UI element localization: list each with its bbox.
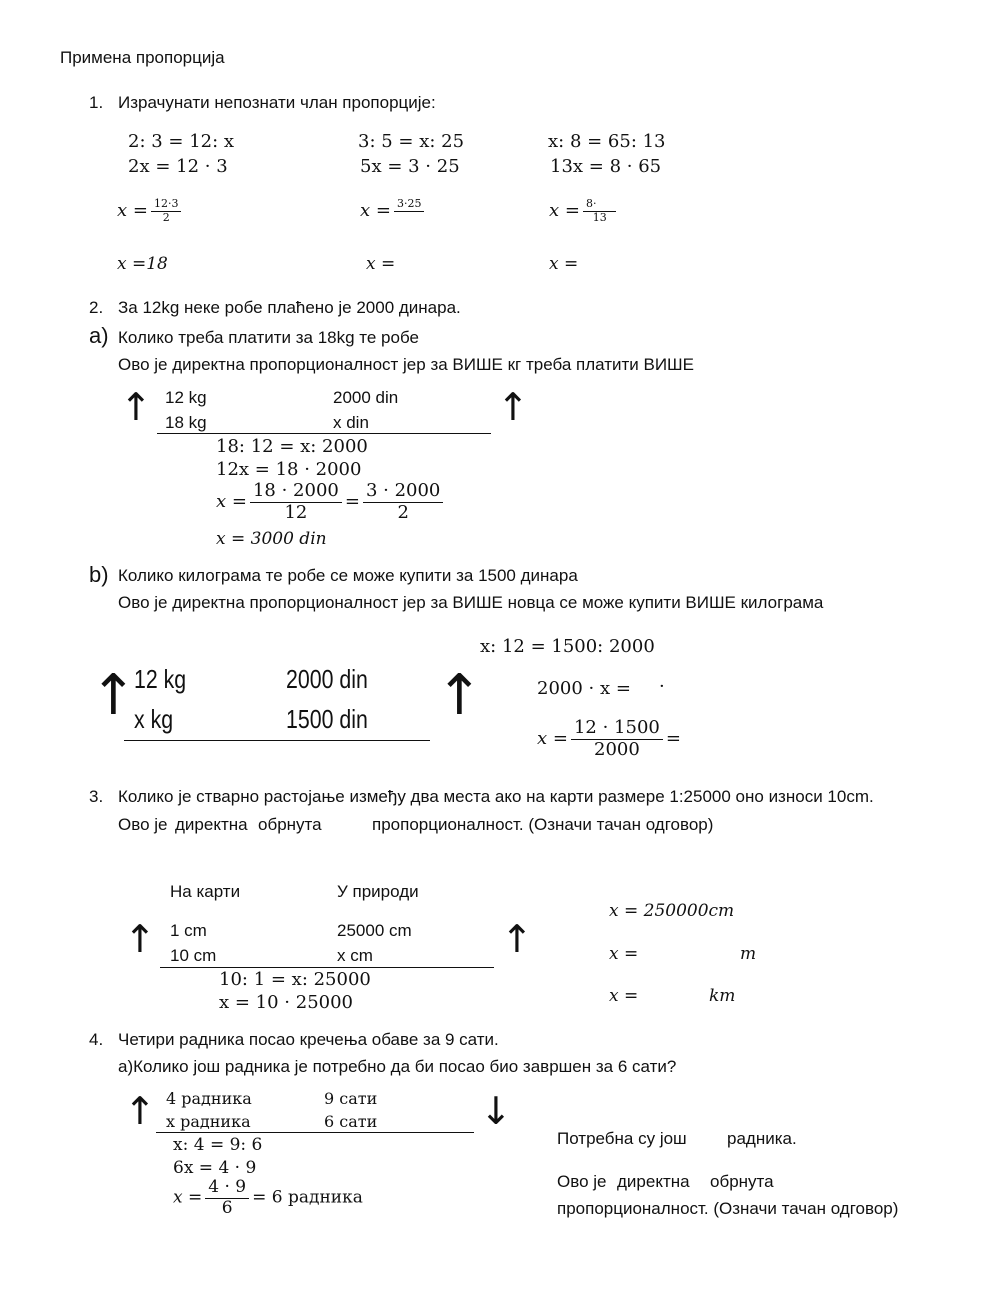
- page-title: Примена пропорција: [60, 48, 225, 67]
- task1-col1-line1: 2: 3 = 12: x: [128, 131, 235, 152]
- task4-option-direct[interactable]: директна: [617, 1172, 690, 1191]
- up-arrow-icon: ↑: [436, 663, 483, 728]
- task1-number: 1.: [89, 93, 104, 112]
- task3-row1-col2: 25000 cm: [337, 921, 412, 940]
- task4-eq2: 6x = 4 · 9: [173, 1158, 257, 1178]
- task1-col1-fraction: x = $\frac{12\cdot 3}{2}$: [117, 198, 184, 224]
- task3-suffix: пропорционалност. (Означи тачан одговор): [372, 815, 714, 834]
- task3-header-map: На карти: [170, 882, 241, 901]
- task2b-marker: b): [89, 562, 109, 587]
- task4-row2-col1: x радника: [166, 1112, 251, 1131]
- task2a-eq4: x = 3000 din: [216, 529, 327, 549]
- task2a-eq2: 12x = 18 · 2000: [216, 459, 362, 480]
- task3-row2-col1: 10 cm: [170, 946, 217, 965]
- task3-divider: [160, 967, 494, 968]
- task4-divider: [156, 1132, 474, 1133]
- task1-col3-result: x =: [549, 254, 579, 274]
- task2a-note: Ово је директна пропорционалност јер за ВИШЕ кг треба платити ВИШЕ: [118, 355, 694, 374]
- task2b-eq3: x = $\frac{12 \cdot 1500}{2000}$ =: [537, 717, 681, 760]
- task2b-row2-col2: 1500 din: [286, 704, 368, 734]
- task3-result1: x = 250000cm: [609, 901, 735, 921]
- task2b-note: Ово је директна пропорционалност јер за ВИШЕ новца се може купити ВИШЕ килограма: [118, 593, 824, 612]
- up-arrow-icon: ↑: [124, 917, 156, 961]
- task2a-row1-col2: 2000 din: [333, 388, 399, 407]
- task4-eq3: x = $\frac{4 \cdot 9}{6}$ = 6 радника: [173, 1177, 363, 1218]
- task3-option-direct[interactable]: директна: [175, 815, 248, 834]
- task1-col3-line1: x: 8 = 65: 13: [548, 131, 666, 152]
- task2-text: За 12kg неке робе плаћено је 2000 динара.: [118, 298, 461, 317]
- task2a-eq3: x = $\frac{18 \cdot 2000}{12}$ = $\frac{3 \cdot 2000}{2}$: [216, 481, 446, 523]
- up-arrow-icon: ↑: [120, 385, 152, 429]
- task1-col2-line2: 5x = 3 · 25: [360, 156, 460, 177]
- task1-col3-fraction: x = $\frac{8\cdot}{13}$: [549, 198, 619, 224]
- task3-prefix: Ово је: [118, 815, 168, 834]
- task2b-divider: [124, 740, 430, 741]
- task3-result2-unit: m: [740, 944, 757, 964]
- task3-option-inverse[interactable]: обрнута: [258, 815, 322, 834]
- task4-eq1: x: 4 = 9: 6: [173, 1135, 263, 1155]
- up-arrow-icon: ↑: [501, 917, 533, 961]
- task3-row1-col1: 1 cm: [170, 921, 207, 940]
- task2b-row1-col1: 12 kg: [134, 664, 187, 694]
- task3-header-nature: У природи: [337, 882, 419, 901]
- task3-row2-col2: x cm: [337, 946, 373, 965]
- task1-col2-line1: 3: 5 = x: 25: [358, 131, 465, 152]
- task3-result3-lhs: x =: [609, 986, 639, 1006]
- task4-answer-prefix: Потребна су још: [557, 1129, 687, 1148]
- task4-suffix: пропорционалност. (Означи тачан одговор): [557, 1199, 899, 1218]
- task2-number: 2.: [89, 298, 104, 317]
- task1-text: Израчунати непознати члан пропорције:: [118, 93, 436, 112]
- task4-text: Четири радника посао кречења обаве за 9 сати.: [118, 1030, 499, 1049]
- task2a-eq1: 18: 12 = x: 2000: [216, 436, 368, 457]
- task2a-question: Колико треба платити за 18kg те робе: [118, 328, 419, 347]
- task4-option-inverse[interactable]: обрнута: [710, 1172, 774, 1191]
- task4-prefix: Ово је: [557, 1172, 607, 1191]
- down-arrow-icon: ↓: [480, 1089, 512, 1133]
- task3-eq1: 10: 1 = x: 25000: [219, 969, 371, 990]
- task3-number: 3.: [89, 787, 104, 806]
- task4-row1-col1: 4 радника: [166, 1089, 252, 1108]
- up-arrow-icon: ↑: [124, 1089, 156, 1133]
- task1-col2-result: x =: [366, 254, 396, 274]
- task1-col1-result: x =18: [117, 254, 168, 274]
- task2a-row2-col2: x din: [333, 413, 369, 432]
- task4-row1-col2: 9 сати: [324, 1089, 378, 1108]
- task2b-eq2-dot: ·: [659, 676, 665, 697]
- task2b-question: Колико килограма те робе се може купити за 1500 динара: [118, 566, 578, 585]
- task4-question: а)Колико још радника је потребно да би посао био завршен за 6 сати?: [118, 1057, 677, 1076]
- task3-eq2: x = 10 · 25000: [219, 992, 354, 1013]
- task3-result2-lhs: x =: [609, 944, 639, 964]
- task4-number: 4.: [89, 1030, 104, 1049]
- task4-answer-suffix: радника.: [727, 1129, 797, 1148]
- task2a-row1-col1: 12 kg: [165, 388, 207, 407]
- task2b-row2-col1: x kg: [134, 704, 174, 734]
- task2b-eq2: 2000 · x =: [537, 678, 631, 699]
- task1-col3-line2: 13x = 8 · 65: [550, 156, 662, 177]
- task2b-row1-col2: 2000 din: [286, 664, 368, 694]
- task2a-row2-col1: 18 kg: [165, 413, 207, 432]
- task2a-marker: a): [89, 323, 109, 348]
- up-arrow-icon: ↑: [497, 385, 529, 429]
- task3-text: Колико је стварно растојање између два места ако на карти размере 1:25000 оно износи 10cm.: [118, 787, 874, 806]
- task2b-eq1: x: 12 = 1500: 2000: [480, 636, 655, 657]
- task1-col2-fraction: x = 3·25: [360, 198, 427, 224]
- task4-row2-col2: 6 сати: [324, 1112, 378, 1131]
- task3-result3-unit: km: [709, 986, 736, 1006]
- up-arrow-icon: ↑: [90, 663, 137, 728]
- task1-col1-line2: 2x = 12 · 3: [128, 156, 228, 177]
- task2a-divider: [157, 433, 491, 434]
